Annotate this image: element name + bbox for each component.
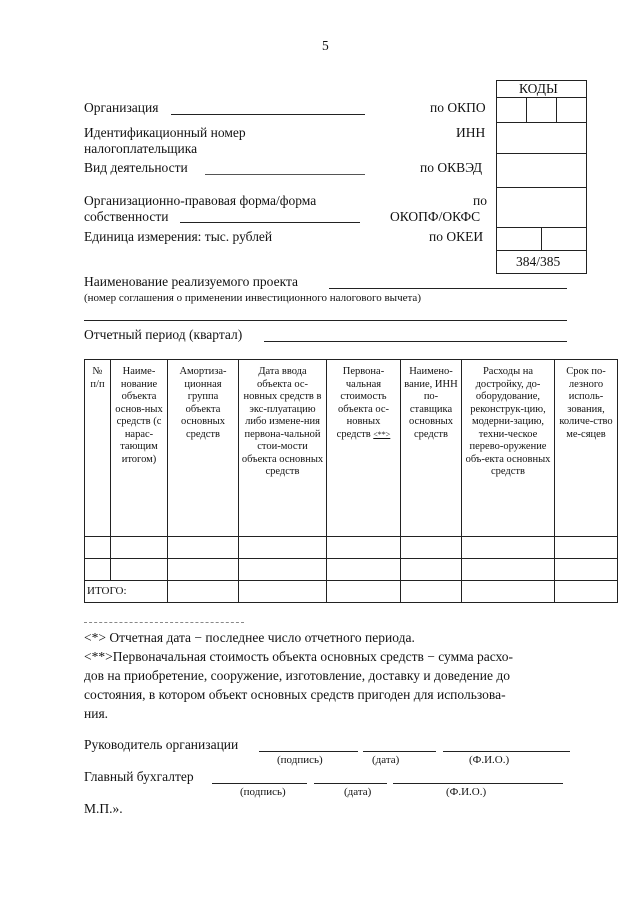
opf-field[interactable] [180, 222, 360, 223]
footnote-2-line-4: ния. [84, 706, 109, 721]
table-header-row [85, 360, 618, 537]
col-asset-name-header: Наиме-нование объекта основ-ных средств (с нарас-тающим итогом) [111, 360, 168, 537]
footnote-1: <*> Отчетная дата − последнее число отчетного периода. [84, 630, 415, 645]
col-number-header: № п/п [85, 360, 111, 537]
activity-field[interactable] [205, 174, 365, 175]
okpo-label: по ОКПО [430, 100, 486, 115]
head-date-field[interactable] [363, 751, 436, 752]
okopf-label: ОКОПФ/ОКФС [390, 209, 481, 224]
inn-label-2: налогоплательщика [84, 141, 198, 156]
col-useful-life-header: Срок по-лезного исполь-зования, количе-ство ме-сяцев [555, 360, 618, 537]
accountant-label: Главный бухгалтер [84, 769, 194, 784]
col-supplier-header: Наимено-вание, ИНН по-ставщика основных средств [401, 360, 462, 537]
accountant-name-field[interactable] [393, 783, 563, 784]
footnote-2-line-2: дов на приобретение, сооружение, изготовление, доставку и доведение до [84, 668, 510, 683]
footnote-2-line-3: состояния, в котором объект основных средств пригоден для использова- [84, 687, 506, 702]
form-code-value: 384/385 [516, 254, 561, 269]
assets-table [84, 359, 618, 603]
total-row [85, 581, 618, 603]
accountant-sign-caption: (подпись) [240, 786, 286, 798]
col-expenses-header: Расходы на достройку, до-оборудование, реконструк-цию, модерни-зацию, техни-ческое перево-оружение объ-екта основных средств [462, 360, 555, 537]
project-field[interactable] [329, 288, 567, 289]
total-label: ИТОГО: [85, 581, 168, 603]
page-number: 5 [322, 38, 329, 53]
col-depreciation-group-header: Амортиза-ционная группа объекта основных средств [168, 360, 239, 537]
footnote-2-line-1: <**>Первоначальная стоимость объекта основных средств − сумма расхо- [84, 649, 514, 664]
head-date-caption: (дата) [372, 754, 400, 766]
codes-header: КОДЫ [519, 81, 558, 96]
head-sign-field[interactable] [259, 751, 358, 752]
org-field[interactable] [171, 114, 365, 115]
period-label: Отчетный период (квартал) [84, 327, 243, 342]
okved-label: по ОКВЭД [420, 160, 483, 175]
project-note: (номер соглашения о применении инвестиционного налогового вычета) [84, 292, 421, 304]
opf-label-2: собственности [84, 209, 169, 224]
accountant-date-field[interactable] [314, 783, 387, 784]
opf-label: Организационно-правовая форма/форма [84, 193, 317, 208]
head-name-field[interactable] [443, 751, 570, 752]
col-initial-cost-header [327, 360, 401, 537]
unit-label: Единица измерения: тыс. рублей [84, 229, 273, 244]
col-commission-date-header: Дата ввода объекта ос-новных средств в экс-плуатацию либо измене-ния первона-чальной стои-мости объекта основных средств [239, 360, 327, 537]
inn-label: Идентификационный номер [84, 125, 246, 140]
footnote-separator [84, 622, 244, 623]
okei-label: по ОКЕИ [429, 229, 484, 244]
stamp-label: М.П.». [84, 801, 123, 816]
accountant-sign-field[interactable] [212, 783, 307, 784]
org-label: Организация [84, 100, 159, 115]
accountant-date-caption: (дата) [344, 786, 372, 798]
project-label: Наименование реализуемого проекта [84, 274, 299, 289]
head-label: Руководитель организации [84, 737, 239, 752]
inn-code-label: ИНН [456, 125, 486, 140]
table-row [85, 559, 618, 581]
cost-footnote-marker: <**> [373, 429, 391, 439]
head-name-caption: (Ф.И.О.) [469, 754, 510, 766]
col-initial-cost-header-text: Первона-чальная стоимость объекта ос-новных средств [336, 366, 390, 440]
table-row [85, 537, 618, 559]
opf-code-label: по [473, 193, 487, 208]
project-field-line-2[interactable] [84, 320, 567, 321]
period-field[interactable] [264, 341, 567, 342]
head-sign-caption: (подпись) [277, 754, 323, 766]
accountant-name-caption: (Ф.И.О.) [446, 786, 487, 798]
activity-label: Вид деятельности [84, 160, 188, 175]
